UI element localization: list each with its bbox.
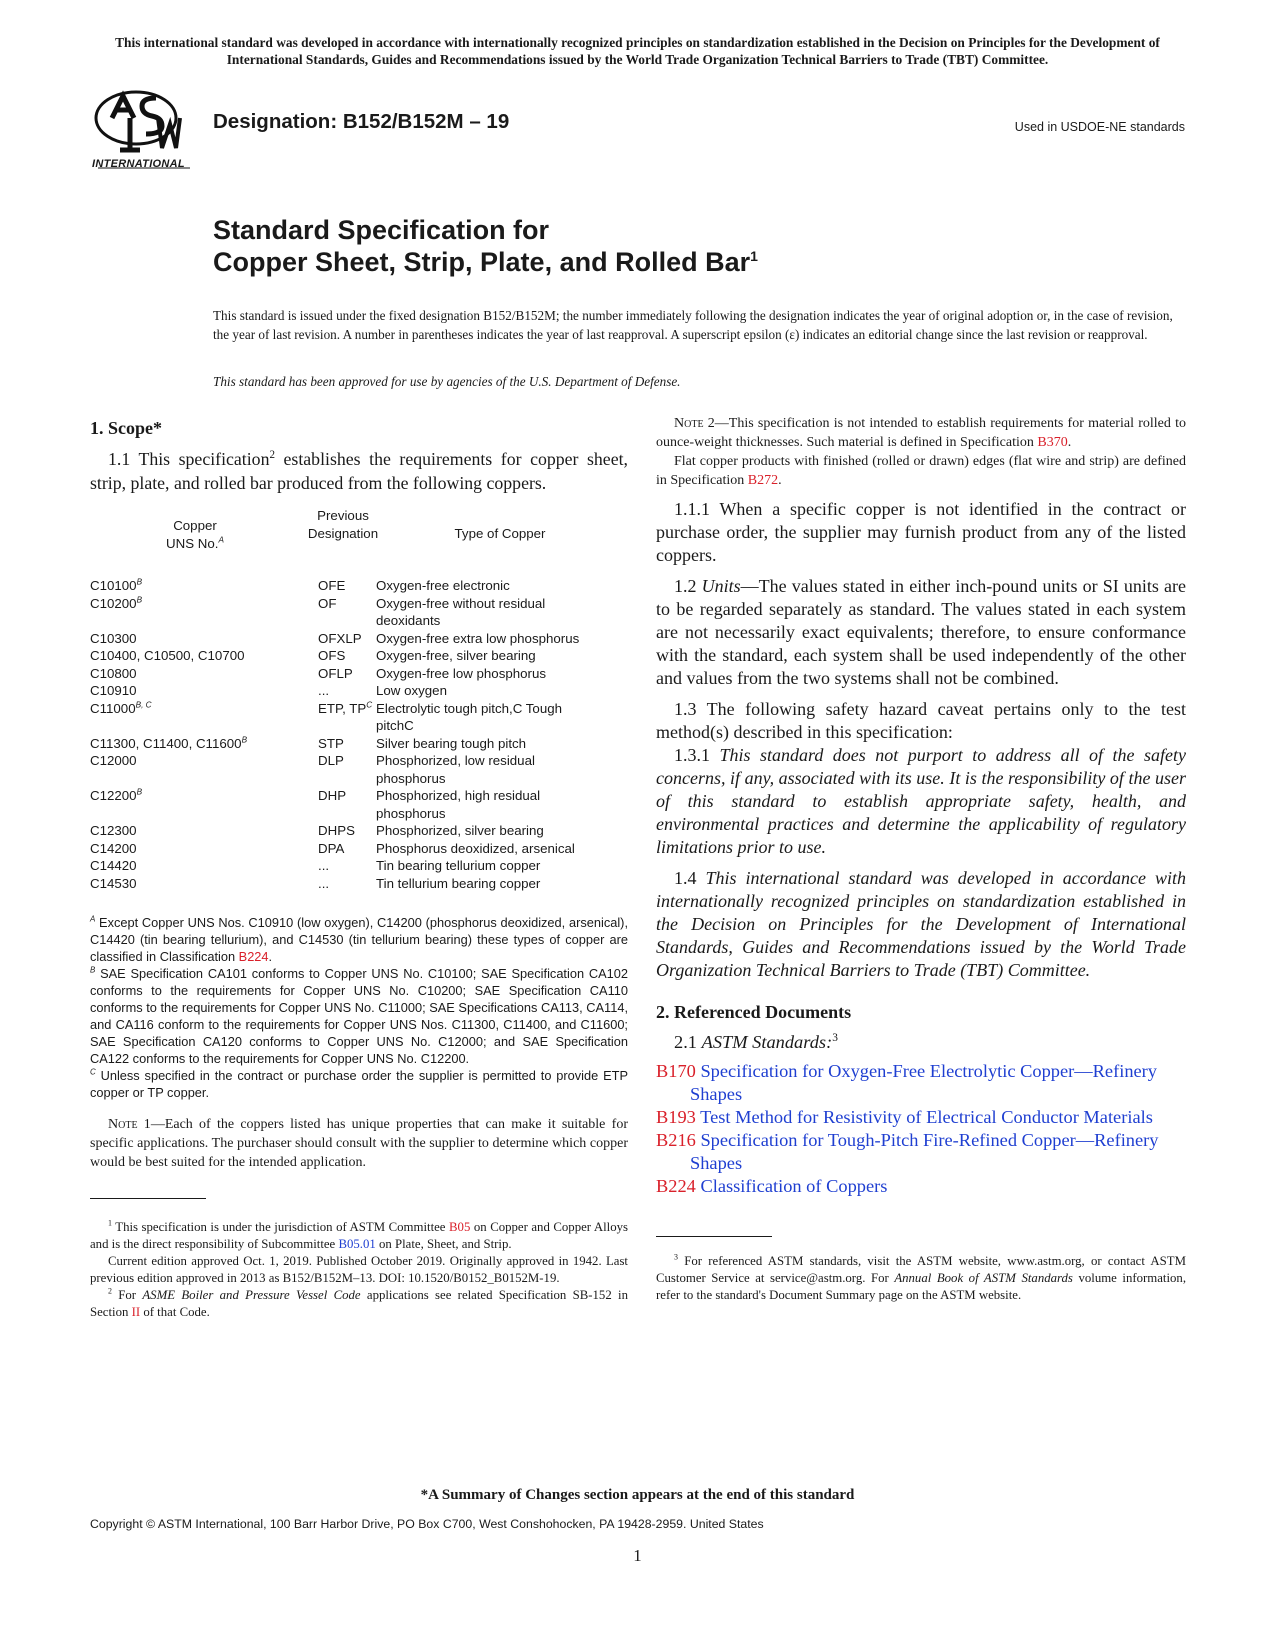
reference-item[interactable] bbox=[656, 1060, 1186, 1106]
table-row bbox=[90, 822, 590, 840]
section-ii-link[interactable]: II bbox=[131, 1305, 141, 1319]
footnote-1: $^1$ This specification is under the jurisdiction of ASTM Committee B05 on Copper and Copper Alloys and is the direct responsibility of Subcommittee B05.01 on Plate, Sheet, and Strip. bbox=[90, 1218, 628, 1251]
footnote-rule-right bbox=[656, 1236, 772, 1237]
cell-type: Oxygen-free extra low phosphorus bbox=[376, 630, 580, 646]
cell-uns: C12300 bbox=[90, 823, 137, 838]
table-note-a: $^A$ Except Copper UNS Nos. C10910 (low oxygen), C14200 (phosphorus deoxidized, arsenical), C14420 (tin bearing tellurium), and C14530 (tin tellurium bearing) these types of copper are classified in Classification B224. bbox=[90, 914, 628, 964]
cell-previous: OFLP bbox=[318, 665, 353, 681]
para-1-1 bbox=[90, 447, 628, 495]
copper-table bbox=[90, 577, 590, 892]
cell-type: Tin tellurium bearing copper bbox=[376, 875, 541, 891]
cell-type: Oxygen-free low phosphorus bbox=[376, 665, 546, 681]
reference-title[interactable]: Test Method for Resistivity of Electrical Conductor Materials bbox=[695, 1107, 1153, 1127]
copper-table-header bbox=[90, 505, 628, 565]
col-head-uns: Copper UNS No.$^A$ bbox=[166, 518, 224, 551]
logo-label: INTERNATIONAL bbox=[92, 158, 185, 170]
cell-previous: OF bbox=[318, 595, 337, 611]
cell-type: Oxygen-free without residual deoxidants bbox=[376, 595, 546, 628]
table-row bbox=[90, 577, 590, 595]
astm-logo bbox=[90, 88, 200, 180]
table-row bbox=[90, 857, 590, 875]
para-1-1-1: 1.1.1 When a specific copper is not identified in the contract or purchase order, the supplier may furnish product from any of the listed coppers. bbox=[656, 499, 1186, 565]
dod-approval: This standard has been approved for use by agencies of the U.S. Department of Defense. bbox=[213, 374, 681, 389]
edition-note: Current edition approved Oct. 1, 2019. Published October 2019. Originally approved in 1942. Last previous edition approved in 2013 as B152/B152M–13. DOI: 10.1520/B0152_B0152M-19. bbox=[90, 1254, 628, 1285]
referenced-standards-list bbox=[656, 1060, 1186, 1198]
table-row bbox=[90, 735, 590, 753]
reference-item[interactable] bbox=[656, 1106, 1186, 1129]
table-row bbox=[90, 787, 590, 822]
para-1-2: 1.2 Units—The values stated in either inch-pound units or SI units are to be regarded separately as standard. The values stated in each system are not necessarily exact equivalents; therefore, to ensure conformance with the standard, each system shall be used independently of the other and values from the two systems shall not be combined. bbox=[656, 576, 1187, 688]
table-row bbox=[90, 752, 590, 787]
para-1-1-rest: establishes the requirements for copper sheet, strip, plate, and rolled bar produced from the following coppers. bbox=[90, 449, 628, 493]
table-row bbox=[90, 647, 590, 665]
cell-uns: C14530 bbox=[90, 875, 137, 891]
summary-of-changes-note: *A Summary of Changes section appears at the end of this standard bbox=[420, 1487, 855, 1503]
page-number: 1 bbox=[633, 1546, 642, 1565]
table-footnotes bbox=[90, 914, 628, 1101]
col-head-previous: Previous Designation bbox=[307, 508, 379, 541]
cell-uns: $C10200^B$ bbox=[90, 595, 143, 611]
para-1-3-1: 1.3.1 This standard does not purport to address all of the safety concerns, if any, associated with its use. It is the responsibility of the user of this standard to establish appropriate safety, health, and environmental practices and determine the applicability of regulatory limitations prior to use. bbox=[656, 745, 1186, 857]
cell-uns: C10300 bbox=[90, 630, 137, 646]
cell-previous: ... bbox=[318, 858, 330, 873]
cell-uns: C10400, C10500, C10700 bbox=[90, 648, 245, 663]
cell-type: Phosphorized, low residual phosphorus bbox=[376, 753, 535, 786]
table-row bbox=[90, 700, 590, 735]
reference-title[interactable]: Classification of Coppers bbox=[695, 1176, 888, 1196]
reference-title[interactable]: Specification for Oxygen-Free Electrolytic Copper—Refinery Shapes bbox=[690, 1061, 1157, 1104]
cell-uns: C11300, C11400, $C11600^B$ bbox=[90, 735, 248, 751]
cell-previous: DHP bbox=[318, 788, 347, 803]
wto-notice: This international standard was developed in accordance with internationally recognized principles on standardization established in the Decision on Principles for the Development of International Standards, Guides and Recommendations issued by the World Trade Organization Technical Barriers to Trade (TBT) Committee. bbox=[115, 35, 1160, 67]
table-row bbox=[90, 595, 590, 630]
cell-type: Electrolytic tough pitch,C Tough pitchC bbox=[376, 700, 563, 733]
used-in-label: Used in USDOE-NE standards bbox=[1014, 120, 1185, 134]
cell-previous: DHPS bbox=[318, 823, 355, 838]
table-note-c: $^C$ Unless specified in the contract or purchase order the supplier is permitted to provide ETP copper or TP copper. bbox=[90, 1067, 628, 1100]
cell-uns: $C11000^{B, C}$ bbox=[90, 700, 152, 716]
cell-uns: $C10100^B$ bbox=[90, 577, 143, 593]
right-column bbox=[656, 414, 1186, 1304]
note-1: Note 1—Each of the coppers listed has unique properties that can make it suitable for specific applications. The purchaser should consult with the supplier to determine which copper would be best suited for the intended application. bbox=[90, 1117, 628, 1170]
intro-paragraph: This standard is issued under the fixed designation B152/B152M; the number immediately following the designation indicates the year of original adoption or, in the case of revision, the year of last revision. A number in parentheses indicates the year of last reapproval. A superscript epsilon (ε) indicates an editorial change since the last revision or reapproval. bbox=[213, 308, 1173, 342]
cell-uns: C10800 bbox=[90, 665, 137, 681]
table-row bbox=[90, 875, 590, 893]
table-note-b: $^B$ SAE Specification CA101 conforms to Copper UNS No. C10100; SAE Specification CA102 conforms to the requirements for Copper UNS No. C10200; SAE Specification CA110 conforms to the requirements for Copper UNS No. C11000; SAE Specifications CA113, CA114, and CA116 conform to the requirements for Copper UNS Nos. C11300, C11400, and C11600; SAE Specification CA120 conforms to Copper UNS No. C12000; and SAE Specification CA122 conforms to the requirements for Copper UNS No. C12200. bbox=[90, 965, 628, 1066]
copyright: Copyright © ASTM International, 100 Barr Harbor Drive, PO Box C700, West Conshohocken, PA 19428-2959. United States bbox=[90, 1517, 764, 1531]
b05-link[interactable]: B05 bbox=[449, 1220, 471, 1234]
footnote-2-mark[interactable]: 2 bbox=[269, 449, 275, 462]
cell-uns: C14200 bbox=[90, 840, 137, 856]
cell-type: Tin bearing tellurium copper bbox=[376, 858, 541, 873]
table-row bbox=[90, 665, 590, 683]
cell-previous: ETP, $TP^C$ bbox=[318, 700, 373, 716]
cell-previous: OFE bbox=[318, 578, 346, 593]
cell-type: Low oxygen bbox=[376, 683, 447, 698]
cell-uns: C12000 bbox=[90, 753, 137, 768]
b224-link[interactable]: B224 bbox=[238, 949, 269, 964]
cell-type: Oxygen-free, silver bearing bbox=[376, 648, 536, 663]
reference-code[interactable]: B224 bbox=[656, 1176, 696, 1196]
para-1-3: 1.3 The following safety hazard caveat pertains only to the test method(s) described in this specification: bbox=[656, 699, 1186, 742]
b370-link[interactable]: B370 bbox=[1037, 435, 1068, 450]
scope-heading: 1. Scope* bbox=[90, 418, 162, 438]
cell-uns: C14420 bbox=[90, 858, 137, 873]
cell-type: Phosphorized, high residual phosphorus bbox=[376, 788, 541, 821]
footnote-2: $^2$ For ASME Boiler and Pressure Vessel Code applications see related Specification SB-152 in Section II of that Code. bbox=[90, 1286, 628, 1319]
table-row bbox=[90, 682, 590, 700]
para-1-4: 1.4 This international standard was developed in accordance with internationally recognized principles on standardization established in the Decision on Principles for the Development of International Standards, Guides and Recommendations issued by the World Trade Organization Technical Barriers to Trade (TBT) Committee. bbox=[656, 868, 1186, 980]
title-line-1: Standard Specification for bbox=[213, 215, 550, 245]
cell-type: Phosphorus deoxidized, arsenical bbox=[376, 840, 575, 856]
b05-01-link[interactable]: B05.01 bbox=[338, 1237, 376, 1251]
cell-previous: OFS bbox=[318, 648, 346, 663]
note-2: Note 2—This specification is not intended to establish requirements for material rolled to ounce-weight thicknesses. Such material is defined in Specification B370. bbox=[656, 416, 1186, 450]
cell-previous: DLP bbox=[318, 753, 344, 768]
footnote-rule bbox=[90, 1198, 206, 1199]
cell-previous: STP bbox=[318, 735, 344, 751]
cell-uns: $C12200^B$ bbox=[90, 787, 143, 803]
refdocs-heading: 2. Referenced Documents bbox=[656, 1002, 852, 1022]
footnotes-left bbox=[90, 1219, 628, 1321]
cell-type: Silver bearing tough pitch bbox=[376, 735, 527, 751]
title-footnote-mark[interactable]: 1 bbox=[750, 248, 758, 264]
reference-code[interactable]: B193 bbox=[656, 1107, 696, 1127]
cell-previous: ... bbox=[318, 875, 330, 891]
cell-previous: OFXLP bbox=[318, 630, 362, 646]
b272-link[interactable]: B272 bbox=[747, 473, 779, 488]
table-row bbox=[90, 840, 590, 858]
left-column bbox=[90, 418, 628, 1321]
page-title bbox=[213, 214, 758, 278]
cell-type: Phosphorized, silver bearing bbox=[376, 823, 544, 838]
table-row bbox=[90, 630, 590, 648]
cell-type: Oxygen-free electronic bbox=[376, 578, 510, 593]
cell-previous: DPA bbox=[318, 840, 345, 856]
title-line-2: Copper Sheet, Strip, Plate, and Rolled Bar bbox=[213, 247, 751, 277]
designation: Designation: B152/B152M – 19 bbox=[213, 110, 510, 133]
cell-previous: ... bbox=[318, 683, 330, 698]
footnote-3: $^3$ For referenced ASTM standards, visit the ASTM website, www.astm.org, or contact ASTM Customer Service at service@astm.org. For Annual Book of ASTM Standards volume information, refer to the standard's Document Summary page on the ASTM website. bbox=[656, 1252, 1187, 1302]
reference-code[interactable]: B216 bbox=[656, 1130, 696, 1150]
cell-uns: C10910 bbox=[90, 683, 137, 698]
para-2-1: 2.1 ASTM Standards:$^3$ bbox=[674, 1031, 838, 1052]
note-2-cont: Flat copper products with finished (rolled or drawn) edges (flat wire and strip) are defined in Specification B272. bbox=[656, 454, 1186, 488]
reference-code[interactable]: B170 bbox=[656, 1061, 696, 1081]
reference-item[interactable] bbox=[656, 1129, 1186, 1175]
reference-item[interactable] bbox=[656, 1175, 1186, 1198]
footnote-3-mark[interactable]: 3 bbox=[832, 1031, 838, 1044]
reference-title[interactable]: Specification for Tough-Pitch Fire-Refined Copper—Refinery Shapes bbox=[690, 1130, 1159, 1173]
col-head-type: Type of Copper bbox=[454, 526, 546, 541]
para-1-1-lead: 1.1 This specification bbox=[108, 449, 270, 469]
